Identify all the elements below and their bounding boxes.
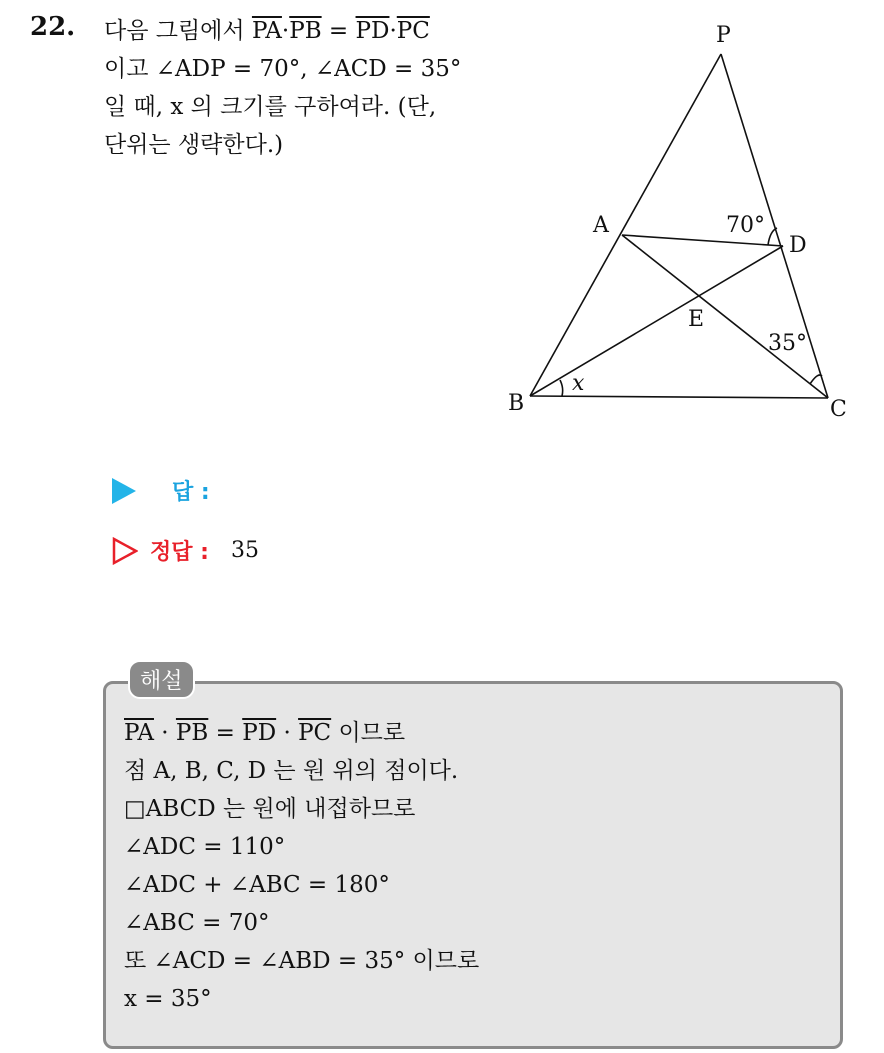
solution-tag: 해설 [128,660,195,699]
question-line-1: 다음 그림에서 $\overline{PA}\cdot\overline{PB} = \overline{PD}\cdot\overline{PC}$ [104,18,430,44]
correct-answer-value: 35 [230,538,259,563]
solution-line-7: 또 ∠ACD = ∠ABD = 35° 이므로 [124,948,480,974]
angle-arc-c [810,375,822,384]
segment-b-c [530,396,828,398]
answer-row [112,475,210,506]
play-icon [112,478,136,504]
solution-line-4: ∠ADC = 110° [124,834,286,860]
segment-pd: $\overline{PD}$ [355,18,390,44]
solution-line-2: 점 A, B, C, D 는 원 위의 점이다. [124,758,459,784]
correct-answer-row [112,535,259,566]
label-d: D [789,233,807,258]
solution-line-5: ∠ADC + ∠ABC = 180° [124,872,390,898]
solution-text [124,714,479,1018]
solution-line-8: x = 35° [124,986,212,1012]
solution-line-6: ∠ABC = 70° [124,910,270,936]
correct-answer-label: 정답 : [150,540,209,565]
play-outline-icon [112,537,138,565]
label-c: C [830,397,847,422]
angle-label-d: 70° [726,213,765,238]
angle-arc-b [560,380,563,396]
geometry-figure [500,20,860,430]
question-line-2: 이고 ∠ADP = 70°, ∠ACD = 35° [104,56,462,82]
segment-pa: $\overline{PA}$ [251,18,282,44]
question-text [104,12,484,164]
label-a: A [593,213,609,238]
angle-label-b: x [572,371,585,396]
label-b: B [508,391,525,416]
answer-label: 답 : [172,480,210,505]
question-line-3: 일 때, x 의 크기를 구하여라. (단, [104,94,437,120]
segment-pb: $\overline{PB}$ [289,18,322,44]
segment-pc: $\overline{PC}$ [396,18,430,44]
label-e: E [688,307,705,332]
label-p: P [716,23,731,48]
solution-line-1: $\overline{PA} \cdot \overline{PB} = \overline{PD} \cdot \overline{PC}$ 이므로 [124,720,406,746]
segment-b-d [530,246,783,396]
segment-p-b [530,54,721,396]
solution-line-3: □ABCD 는 원에 내접하므로 [124,796,416,822]
segment-a-c [622,235,828,398]
question-number: 22. [30,12,76,42]
question-line-4: 단위는 생략한다.) [104,132,284,158]
angle-label-c: 35° [768,331,807,356]
